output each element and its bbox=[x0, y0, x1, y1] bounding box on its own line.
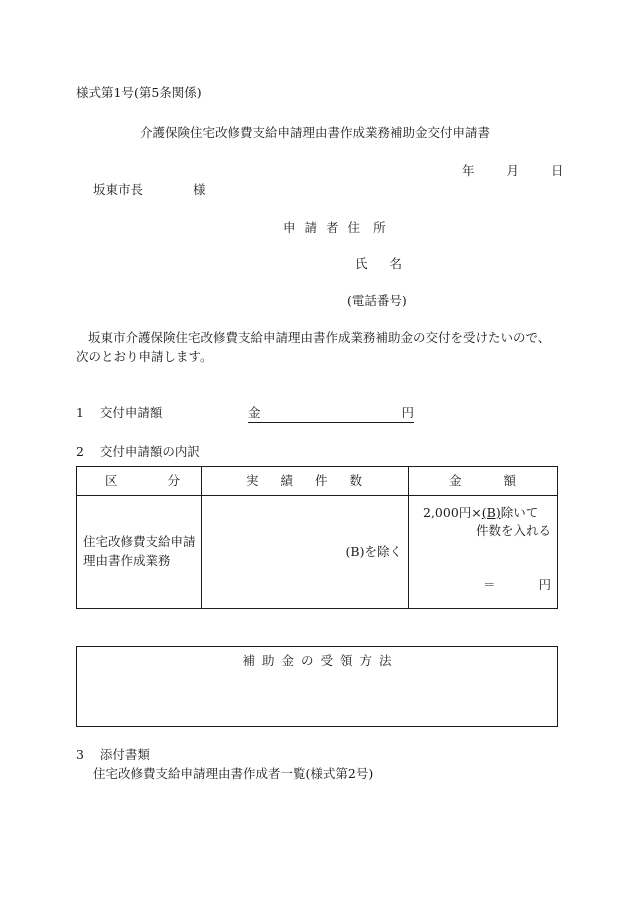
document-title: 介護保険住宅改修費支給申請理由書作成業務補助金交付申請書 bbox=[139, 125, 490, 140]
section-1-heading bbox=[76, 404, 162, 422]
row-category: 住宅改修費支給申請 理由書作成業務 bbox=[77, 496, 202, 609]
section-1-number: 1 bbox=[76, 405, 84, 420]
date-day-label: 日 bbox=[550, 163, 564, 178]
date-year-label: 年 bbox=[462, 163, 475, 178]
section-2-heading bbox=[76, 443, 200, 461]
applicant-phone-label: (電話番号) bbox=[347, 293, 407, 308]
section-3-heading bbox=[76, 746, 150, 764]
row-amount bbox=[409, 496, 558, 609]
addressee bbox=[93, 181, 206, 199]
section-2-number: 2 bbox=[76, 444, 84, 459]
amount-unit: 円 bbox=[401, 405, 414, 420]
section-3-number: 3 bbox=[76, 747, 84, 762]
intro-paragraph: 坂東市介護保険住宅改修費支給申請理由書作成業務補助金の交付を受けたいので、次のとおり申請します。 bbox=[76, 330, 551, 365]
table-header-row bbox=[77, 467, 558, 496]
attachment-item: 住宅改修費支給申請理由書作成者一覧(様式第2号) bbox=[93, 766, 374, 781]
applicant-name-label: 氏 名 bbox=[355, 256, 403, 271]
amount-formula-note: 件数を入れる bbox=[475, 523, 551, 538]
addressee-honorific: 様 bbox=[192, 182, 206, 197]
header-amount: 金 額 bbox=[409, 467, 558, 496]
table-row bbox=[77, 496, 558, 609]
amount-result-unit: 円 bbox=[538, 577, 551, 592]
section-1-label: 交付申請額 bbox=[99, 405, 163, 420]
breakdown-table bbox=[76, 466, 558, 609]
section-3-label: 添付書類 bbox=[99, 747, 150, 762]
section-2-label: 交付申請額の内訳 bbox=[99, 444, 200, 459]
row-count bbox=[202, 496, 409, 609]
count-note: (B)を除く bbox=[345, 544, 402, 560]
header-count: 実 績 件 数 bbox=[202, 467, 409, 496]
amount-equals: ＝ bbox=[483, 577, 496, 592]
receipt-method-title: 補 助 金 の 受 領 方 法 bbox=[242, 653, 392, 668]
header-category: 区 分 bbox=[77, 467, 202, 496]
amount-formula: 2,000円×(B)除いて bbox=[423, 505, 539, 520]
addressee-name: 坂東市長 bbox=[93, 182, 144, 197]
amount-prefix: 金 bbox=[248, 405, 261, 420]
receipt-method-box bbox=[76, 646, 558, 727]
applicant-address-label: 申 請 者 住 所 bbox=[283, 220, 386, 235]
date-fields bbox=[462, 162, 563, 180]
form-number: 様式第1号(第5条関係) bbox=[76, 85, 202, 100]
requested-amount-line bbox=[248, 406, 414, 423]
date-month-label: 月 bbox=[506, 163, 519, 178]
